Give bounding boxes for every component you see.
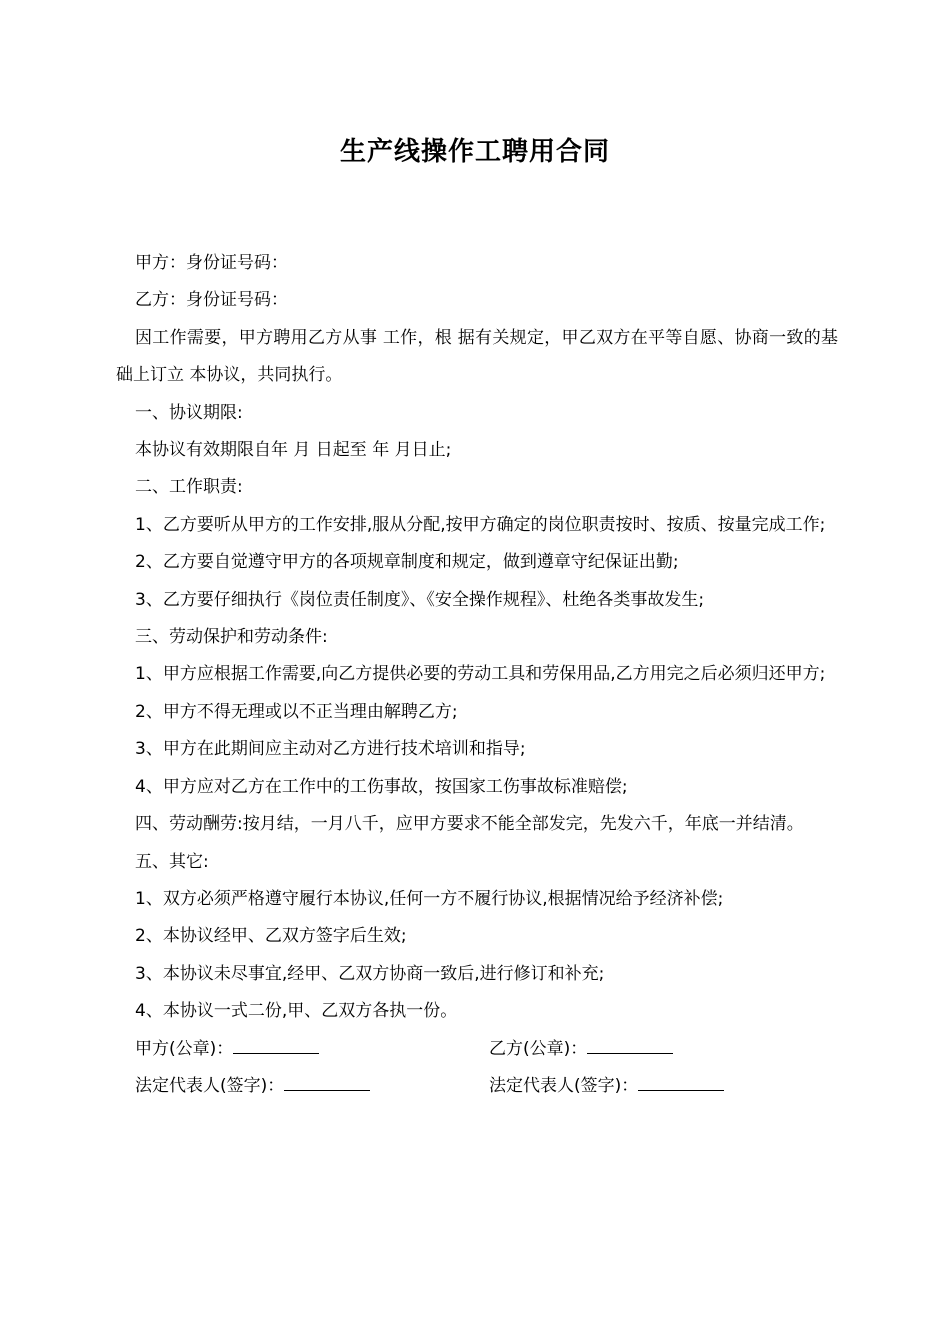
party-b-seal-blank[interactable]	[587, 1031, 673, 1054]
party-a-seal-field	[135, 1031, 489, 1068]
representative-signature-row	[116, 1068, 838, 1105]
party-a-line: 甲方：身份证号码：	[135, 253, 288, 273]
party-a-rep-label: 法定代表人(签字)：	[135, 1075, 285, 1096]
section3-item: 4、甲方应对乙方在工作中的工伤事故，按国家工伤事故标准赔偿;	[135, 776, 628, 797]
section1-heading: 一、协议期限:	[135, 402, 243, 423]
party-b-rep-blank[interactable]	[638, 1068, 724, 1091]
section5-item: 3、本协议未尽事宜,经甲、乙双方协商一致后,进行修订和补充;	[135, 963, 605, 984]
party-b-line: 乙方：身份证号码：	[135, 290, 288, 311]
party-b-rep-label: 法定代表人(签字)：	[489, 1075, 639, 1096]
section1-text: 本协议有效期限自年 月 日起至 年 月日止;	[135, 440, 452, 461]
document-body	[116, 245, 838, 1105]
party-a-rep-blank[interactable]	[284, 1068, 370, 1091]
party-b-seal-field	[489, 1031, 838, 1068]
party-b-rep-field	[489, 1068, 838, 1105]
section5-item: 1、双方必须严格遵守履行本协议,任何一方不履行协议,根据情况给予经济补偿;	[135, 888, 724, 909]
section2-item: 1、乙方要听从甲方的工作安排,服从分配,按甲方确定的岗位职责按时、按质、按量完成工作;	[135, 514, 826, 535]
document-title: 生产线操作工聘用合同	[339, 137, 610, 167]
section5-heading: 五、其它:	[135, 851, 209, 872]
section2-heading: 二、工作职责:	[135, 477, 243, 498]
section3-item: 3、甲方在此期间应主动对乙方进行技术培训和指导;	[135, 739, 526, 760]
section3-heading: 三、劳动保护和劳动条件:	[135, 627, 328, 648]
section5-item: 2、本协议经甲、乙双方签字后生效;	[135, 926, 407, 947]
section2-item: 2、乙方要自觉遵守甲方的各项规章制度和规定，做到遵章守纪保证出勤;	[135, 552, 679, 573]
section4-text: 四、劳动酬劳:按月结，一月八千，应甲方要求不能全部发完，先发六千，年底一并结清。	[135, 814, 804, 835]
intro-paragraph: 因工作需要，甲方聘用乙方从事 工作，根 据有关规定，甲乙双方在平等自愿、协商一致的基础上订立 本协议，共同执行。	[116, 327, 838, 386]
section3-item: 1、甲方应根据工作需要,向乙方提供必要的劳动工具和劳保用品,乙方用完之后必须归还甲方;	[135, 664, 826, 685]
section2-item: 3、乙方要仔细执行《岗位责任制度》、《安全操作规程》、杜绝各类事故发生;	[135, 589, 705, 610]
section3-item: 2、甲方不得无理或以不正当理由解聘乙方;	[135, 701, 458, 722]
party-a-rep-field	[135, 1068, 489, 1105]
seal-signature-row	[116, 1031, 838, 1068]
party-b-seal-label: 乙方(公章)：	[489, 1038, 588, 1059]
party-a-seal-blank[interactable]	[233, 1031, 319, 1054]
party-a-seal-label: 甲方(公章)：	[135, 1038, 234, 1059]
section5-item: 4、本协议一式二份,甲、乙双方各执一份。	[135, 1001, 458, 1022]
